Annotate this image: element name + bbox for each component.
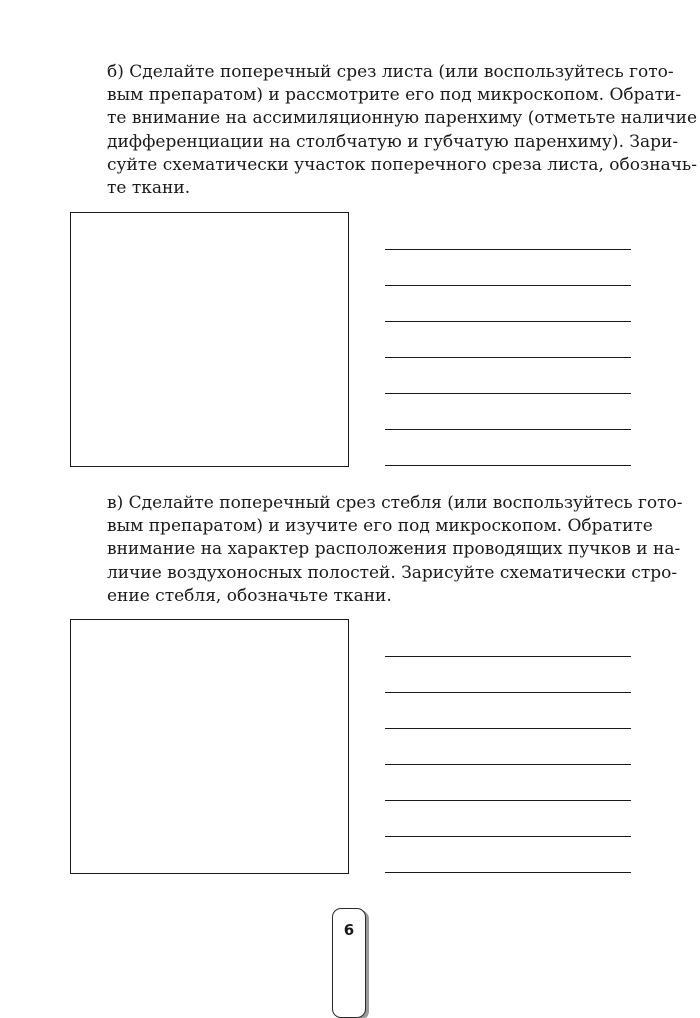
answer-line[interactable]	[385, 728, 631, 729]
answer-line[interactable]	[385, 249, 631, 250]
leaf-section-drawing-box[interactable]	[70, 212, 349, 467]
task-b-line: б) Сделайте поперечный срез листа (или воспользуйтесь гото-	[107, 62, 674, 82]
task-c-line: внимание на характер расположения проводящих пучков и на-	[107, 539, 681, 560]
task-c-line: личие воздухоносных полостей. Зарисуйте схематически стро-	[107, 562, 678, 583]
task-c-line: вым препаратом) и изучите его под микроскопом. Обратите	[107, 516, 653, 537]
task-c-line: ение стебля, обозначьте ткани.	[107, 585, 392, 606]
answer-line[interactable]	[385, 692, 631, 693]
task-b-line: суйте схематически участок поперечного среза листа, обозначь-	[107, 154, 697, 175]
task-b-line: вым препаратом) и рассмотрите его под микроскопом. Обрати-	[107, 85, 682, 106]
task-c-instructions	[107, 492, 683, 608]
stem-section-drawing-box[interactable]	[70, 619, 349, 874]
answer-line[interactable]	[385, 465, 631, 466]
answer-line[interactable]	[385, 285, 631, 286]
answer-line[interactable]	[385, 656, 631, 657]
page-number: 6	[343, 921, 355, 939]
answer-line[interactable]	[385, 800, 631, 801]
task-c-line: в) Сделайте поперечный срез стебля (или воспользуйтесь гото-	[107, 493, 683, 513]
answer-line[interactable]	[385, 836, 631, 837]
answer-line[interactable]	[385, 429, 631, 430]
answer-line[interactable]	[385, 764, 631, 765]
answer-line[interactable]	[385, 393, 631, 394]
answer-line[interactable]	[385, 357, 631, 358]
task-b-line: дифференциации на столбчатую и губчатую паренхиму). Зари-	[107, 131, 679, 152]
answer-line[interactable]	[385, 321, 631, 322]
task-b-line: те ткани.	[107, 178, 191, 199]
page-number-tab	[332, 908, 366, 1018]
answer-line[interactable]	[385, 872, 631, 873]
task-b-line: те внимание на ассимиляционную паренхиму (отметьте наличие	[107, 108, 698, 129]
task-b-instructions	[107, 61, 698, 200]
